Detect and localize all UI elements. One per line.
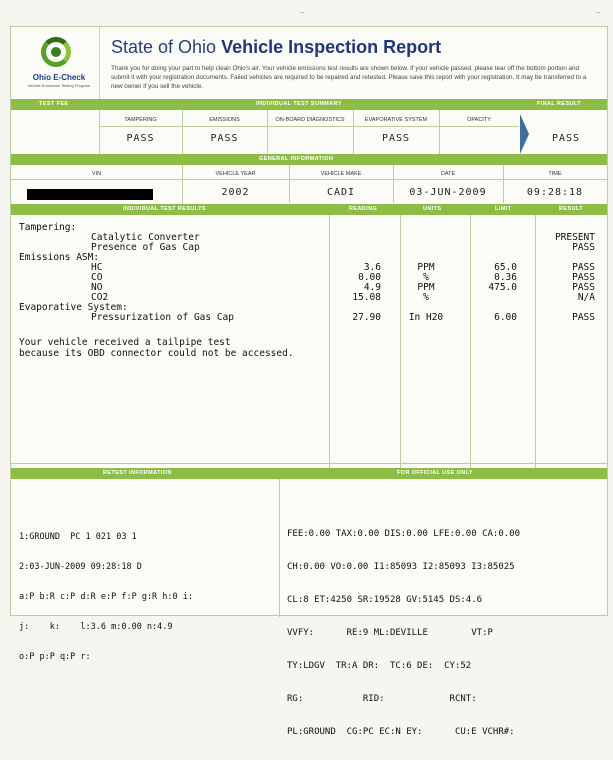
result-units: PPM	[417, 282, 435, 293]
result-units: PPM	[417, 262, 435, 273]
result-heading: RESULT	[559, 206, 583, 212]
test-time: 09:28:18	[526, 187, 584, 198]
reading-heading: READING	[349, 206, 378, 212]
official-line: FEE:0.00 TAX:0.00 DIS:0.00 LFE:0.00 CA:0.00	[287, 529, 520, 539]
vehicle-year: 2002	[221, 187, 250, 198]
result-label: Tampering:	[19, 222, 77, 233]
result-result: PASS	[572, 282, 595, 293]
result-reading: 15.08	[352, 292, 381, 303]
result-reading: 0.00	[358, 272, 381, 283]
logo-core-icon	[51, 47, 61, 57]
result-label: NO	[91, 282, 103, 293]
divider	[11, 179, 607, 180]
results-table	[19, 223, 599, 323]
retest-heading: RETEST INFORMATION	[103, 470, 172, 476]
official-use-info	[287, 507, 520, 760]
summary-heading: INDIVIDUAL TEST SUMMARY	[256, 101, 342, 107]
result-label: CO	[91, 272, 103, 283]
official-line: VVFY: RE:9 ML:DEVILLE VT:P	[287, 628, 493, 638]
summary-band	[11, 99, 607, 110]
retest-line: a:P b:R c:P d:R e:P f:P g:R h:0 i:	[19, 592, 193, 602]
result-reading: 27.90	[352, 312, 381, 323]
result-row	[19, 313, 599, 323]
retest-line: o:P p:P q:P r:	[19, 652, 91, 662]
result-label: Emissions ASM:	[19, 252, 100, 263]
general-info-heading: GENERAL INFORMATION	[259, 156, 334, 162]
note-line: Your vehicle received a tailpipe test	[19, 337, 231, 348]
final-result-arrow-icon	[520, 114, 529, 154]
retest-line: 2:03-JUN-2009 09:28:18 D	[19, 562, 142, 572]
result-row	[19, 243, 599, 253]
tampering-result: PASS	[126, 133, 155, 144]
general-info-band	[11, 154, 607, 165]
ohio-echeck-logo	[13, 29, 99, 95]
final-result-heading: FINAL RESULT	[537, 101, 582, 107]
result-result: PASS	[572, 242, 595, 253]
retest-info	[19, 512, 193, 682]
vin-label: VIN	[91, 171, 102, 177]
units-heading: UNITS	[423, 206, 442, 212]
retest-line: j: k: l:3.6 m:0.00 n:4.9	[19, 622, 173, 632]
result-limit: 0.36	[494, 272, 517, 283]
result-result: PASS	[572, 262, 595, 273]
result-units: %	[423, 272, 429, 283]
result-label: Pressurization of Gas Cap	[91, 312, 234, 323]
divider	[99, 126, 519, 127]
results-heading: INDIVIDUAL TEST RESULTS	[123, 206, 206, 212]
official-heading: FOR OFFICIAL USE ONLY	[397, 470, 473, 476]
opacity-label: OPACITY	[467, 117, 491, 123]
emissions-result: PASS	[210, 133, 239, 144]
official-line: CH:0.00 VO:0.00 I1:85093 I2:85093 I3:85025	[287, 562, 515, 572]
tailpipe-note	[19, 337, 294, 359]
result-limit: 475.0	[488, 282, 517, 293]
official-line: RG: RID: RCNT:	[287, 694, 477, 704]
test-date: 03-JUN-2009	[409, 187, 487, 198]
logo-subtitle: Vehicle Emissions Testing Program	[27, 83, 91, 88]
tampering-label: TAMPERING	[124, 117, 157, 123]
result-units: In H20	[408, 312, 444, 323]
result-result: PRESENT	[554, 232, 595, 243]
make-label: VEHICLE MAKE	[320, 171, 362, 177]
result-result: PASS	[572, 272, 595, 283]
bottom-band	[11, 468, 607, 479]
results-band	[11, 204, 607, 215]
result-label: Presence of Gas Cap	[91, 242, 200, 253]
date-label: DATE	[440, 171, 456, 177]
vin-redacted	[27, 189, 153, 200]
official-line: PL:GROUND CG:PC EC:N EY: CU:E VCHR#:	[287, 727, 515, 737]
official-line: CL:8 ET:4250 SR:19528 GV:5145 DS:4.6	[287, 595, 483, 605]
time-label: TIME	[548, 171, 562, 177]
obd-label: ON-BOARD DIAGNOSTICS	[275, 117, 345, 123]
year-label: VEHICLE YEAR	[215, 171, 256, 177]
inspection-report	[10, 26, 608, 737]
corner-mark: –	[596, 8, 601, 17]
note-line: because its OBD connector could not be accessed.	[19, 348, 294, 359]
result-label: HC	[91, 262, 103, 273]
result-result: PASS	[572, 312, 595, 323]
vehicle-make: CADI	[326, 187, 356, 198]
official-line: TY:LDGV TR:A DR: TC:6 DE: CY:52	[287, 661, 472, 671]
limit-heading: LIMIT	[495, 206, 512, 212]
corner-mark: –	[300, 8, 305, 17]
final-result-value: PASS	[551, 133, 581, 144]
result-limit: 6.00	[494, 312, 517, 323]
test-fee-heading: TEST FEE	[39, 101, 69, 107]
retest-line: 1:GROUND PC 1 021 03 1	[19, 532, 137, 542]
evap-label: EVAPORATIVE SYSTEM	[364, 117, 428, 123]
result-reading: 4.9	[363, 282, 381, 293]
result-label: Catalytic Converter	[91, 232, 200, 243]
logo-text: Ohio E-Check	[32, 73, 86, 82]
tear-line	[11, 463, 607, 464]
report-title: State of Ohio Vehicle Inspection Report	[111, 37, 442, 57]
intro-text: Thank you for doing your part to help clean Ohio's air. Your vehicle emissions test results are shown below. If your vehicle passed, please tear off the bottom portion and submit it with your registration documents. Failed vehicles are required to be repaired and retested. Please save this report with your registration. It may be transferred to a new owner if you sell the vehicle.	[111, 65, 587, 90]
result-limit: 65.0	[494, 262, 517, 273]
result-units: %	[423, 292, 429, 303]
evap-result: PASS	[381, 133, 411, 144]
emissions-label: EMISSIONS	[209, 117, 240, 123]
header-divider	[99, 27, 100, 99]
result-reading: 3.6	[363, 262, 381, 273]
result-label: CO2	[91, 292, 109, 303]
result-result: N/A	[577, 292, 595, 303]
divider	[279, 479, 280, 617]
result-label: Evaporative System:	[19, 302, 128, 313]
